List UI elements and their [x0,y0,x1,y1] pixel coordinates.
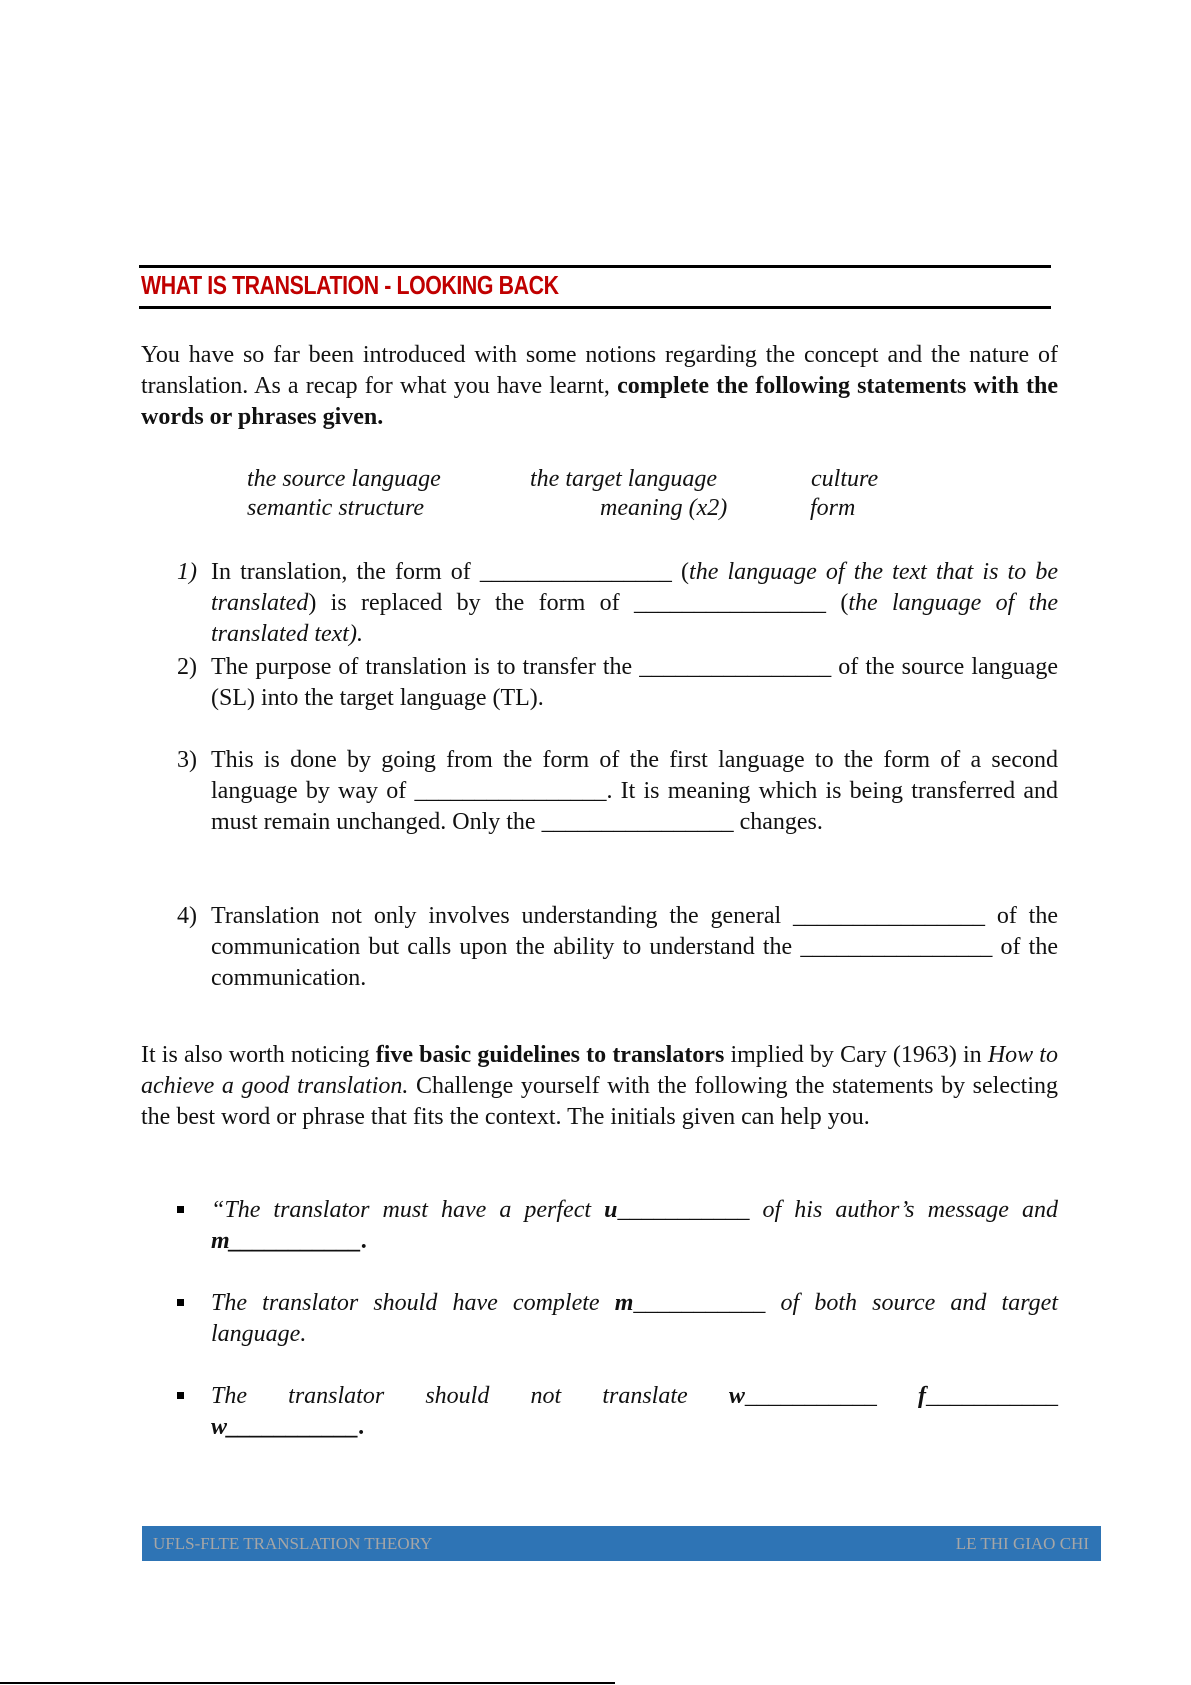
blank: ___________ [744,1383,918,1409]
bullet-text: ___________ of his author’s message and [617,1197,1058,1223]
blank: ___________ [926,1383,1058,1409]
intro-paragraph [141,340,1058,433]
guideline-bullet-1 [177,1195,1058,1257]
section-heading: WHAT IS TRANSLATION - LOOKING BACK [141,270,559,300]
exercise-item-1 [177,557,1058,650]
word-bank-item: meaning (x2) [600,495,728,521]
guideline-bullet-3 [177,1381,1058,1443]
guideline-bullet-2 [177,1288,1058,1350]
item-number: 4) [177,903,197,929]
para-text: implied by Cary (1963) in [724,1042,988,1068]
bullet-text: The translator should not translate [211,1383,729,1409]
item-italic-text: the language of the text that is to be translated [211,559,1058,616]
heading-bottom-rule [139,306,1051,309]
item-number: 2) [177,654,197,680]
exercise-item-3 [177,745,1058,838]
bullet-icon [177,1299,184,1306]
para-text: Challenge yourself with the following the statements by selecting the best word or phrase that fits the context. The initials given can help you. [141,1073,1058,1130]
guidelines-paragraph [141,1040,1058,1133]
book-title: How to achieve a good translation. [141,1042,1058,1099]
bullet-text: The translator should have complete [211,1290,615,1316]
bullet-icon [177,1206,184,1213]
exercise-item-4 [177,901,1058,994]
initial-letter: m [211,1228,230,1254]
item-text: Translation not only involves understanding the general ________________ of the communication but calls upon the ability to understand the ________________ of the communication. [211,903,1058,991]
para-text: It is also worth noticing [141,1042,376,1068]
blank: ___________. [229,1228,368,1254]
intro-text: You have so far been introduced with some notions regarding the concept and the nature of translation. As a recap for what you have learnt, [141,342,1058,399]
page-footer [142,1526,1101,1561]
item-text: ) is replaced by the form of ________________ ( [308,590,849,616]
item-text: This is done by going from the form of the first language to the form of a second language by way of ________________. It is meaning which is being transferred and must remain unchanged. Only the ________________ changes. [211,747,1058,835]
initial-letter: w [728,1383,745,1409]
word-bank-item: form [810,495,856,521]
word-bank-item: semantic structure [247,495,425,521]
intro-bold-instruction: complete the following statements with the words or phrases given. [141,373,1058,430]
heading-top-rule [139,265,1051,268]
initial-letter: w [211,1414,228,1440]
footer-course-title: UFLS-FLTE TRANSLATION THEORY [153,1534,433,1553]
item-italic-text: the language of the translated text). [211,590,1058,647]
para-bold: five basic guidelines to translators [375,1042,725,1068]
page-edge-line [0,1682,615,1684]
initial-letter: m [614,1290,634,1316]
initial-letter: u [604,1197,618,1223]
item-text: The purpose of translation is to transfer the ________________ of the source language (SL) into the target language (TL). [211,654,1058,711]
word-bank-item: culture [811,466,879,492]
blank: ___________. [227,1414,366,1440]
word-bank-item: the target language [530,466,718,492]
item-text: In translation, the form of ________________ ( [211,559,690,585]
bullet-icon [177,1392,184,1399]
initial-letter: f [918,1383,926,1409]
exercise-item-2 [177,652,1058,714]
bullet-text: ___________ of both source and target language. [211,1290,1058,1347]
item-number: 1) [177,559,197,585]
item-number: 3) [177,747,197,773]
bullet-text: “The translator must have a perfect [211,1197,605,1223]
word-bank-item: the source language [247,466,441,492]
footer-author: LE THI GIAO CHI [955,1534,1089,1553]
